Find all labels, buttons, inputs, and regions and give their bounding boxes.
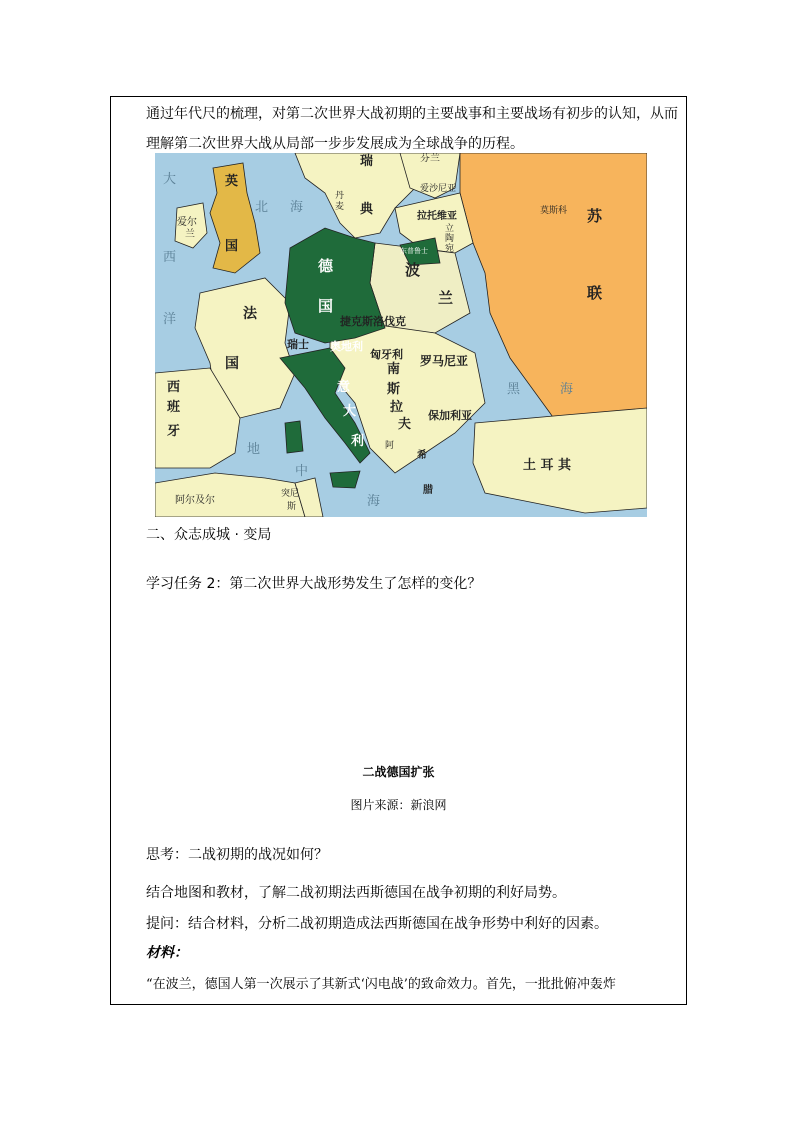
task2-text: 学习任务 2：第二次世界大战形势发生了怎样的变化？: [146, 576, 482, 592]
label-romania: 罗马尼亚: [420, 354, 469, 368]
label-estonia: 爱沙尼亚: [420, 184, 457, 194]
label-denmark-2: 麦: [335, 202, 345, 212]
label-germany-1: 德: [318, 257, 334, 275]
label-austria: 奥地利: [330, 340, 363, 353]
label-med-2: 中: [295, 464, 309, 479]
label-lithuania-1: 立: [445, 224, 455, 234]
label-east-prussia: 东普鲁士: [400, 247, 428, 255]
label-tunisia-2: 斯: [287, 502, 297, 512]
label-germany-2: 国: [318, 297, 334, 315]
label-italy-1: 意: [337, 380, 351, 395]
label-ireland-2: 兰: [185, 229, 195, 240]
label-lithuania-3: 宛: [445, 244, 455, 254]
label-moscow: 莫斯科: [540, 206, 568, 216]
label-ireland-1: 爱尔: [177, 217, 197, 228]
label-sweden-2: 典: [360, 202, 374, 217]
label-yugoslavia-1: 南: [387, 362, 401, 377]
label-algeria: 阿尔及尔: [175, 495, 215, 506]
label-denmark-1: 丹: [335, 191, 345, 201]
label-switzerland: 瑞士: [287, 338, 309, 351]
material-quote: “在波兰，德国人第一次展示了其新式‘闪电战’的致命效力。首先，一批批俯冲轰炸: [146, 977, 616, 992]
label-spain-2: 班: [167, 400, 181, 415]
material-label: 材料：: [146, 945, 188, 961]
label-spain-3: 牙: [167, 424, 181, 439]
label-greece-1: 希: [417, 450, 427, 461]
label-poland-1: 波: [405, 261, 421, 279]
label-poland-2: 兰: [438, 289, 454, 307]
label-spain-1: 西: [167, 380, 181, 395]
label-black-sea-1: 黑: [507, 382, 521, 397]
label-lithuania-2: 陶: [445, 234, 455, 244]
label-czech: 捷克斯洛伐克: [340, 315, 406, 328]
label-france-2: 国: [225, 356, 239, 372]
label-greece-2: 腊: [423, 485, 433, 496]
think-text: 思考：二战初期的战况如何？: [146, 847, 328, 863]
label-north-sea-2: 海: [290, 200, 304, 215]
label-atlantic-1: 大: [163, 172, 177, 187]
label-yugoslavia-2: 斯: [387, 382, 401, 397]
combine-text: 结合地图和教材，了解二战初期法西斯德国在战争初期的利好局势。: [146, 885, 566, 901]
figure-source: 图片来源：新浪网: [350, 798, 447, 812]
label-england-1: 英: [225, 174, 239, 189]
label-turkey: 土 耳 其: [523, 458, 572, 473]
label-sweden-1: 瑞: [360, 154, 374, 169]
label-med-3: 海: [367, 494, 381, 509]
label-bulgaria: 保加利亚: [428, 409, 472, 422]
label-france-1: 法: [243, 306, 257, 322]
label-yugoslavia-4: 夫: [398, 417, 412, 432]
label-yugoslavia-3: 拉: [390, 400, 404, 415]
label-black-sea-2: 海: [560, 382, 574, 397]
intro-line-2: 理解第二次世界大战从局部一步步发展成为全球战争的历程。: [146, 136, 524, 152]
europe-ww2-map: [155, 153, 647, 517]
label-latvia: 拉托维亚: [417, 211, 457, 222]
label-hungary: 匈牙利: [370, 348, 403, 361]
label-italy-3: 利: [351, 434, 365, 449]
label-italy-2: 大: [343, 404, 357, 419]
intro-line-1: 通过年代尺的梳理，对第二次世界大战初期的主要战事和主要战场有初步的认知，从而: [146, 106, 678, 122]
label-atlantic-3: 洋: [163, 312, 177, 327]
label-finland: 芬兰: [420, 153, 440, 164]
figure-caption: 二战德国扩张: [362, 765, 435, 779]
sardinia-region: [285, 421, 303, 453]
label-ussr-2: 联: [587, 284, 603, 302]
label-albania: 阿: [385, 441, 395, 451]
label-med-1: 地: [247, 442, 261, 457]
label-england-2: 国: [225, 239, 239, 254]
question-text: 提问：结合材料，分析二战初期造成法西斯德国在战争形势中利好的因素。: [146, 916, 608, 932]
sicily-region: [330, 471, 360, 488]
section2-heading: 二、众志成城 · 变局: [146, 527, 272, 543]
label-tunisia-1: 突尼: [281, 489, 300, 499]
label-north-sea-1: 北: [255, 200, 269, 215]
label-ussr-1: 苏: [587, 207, 603, 225]
label-atlantic-2: 西: [163, 250, 177, 265]
